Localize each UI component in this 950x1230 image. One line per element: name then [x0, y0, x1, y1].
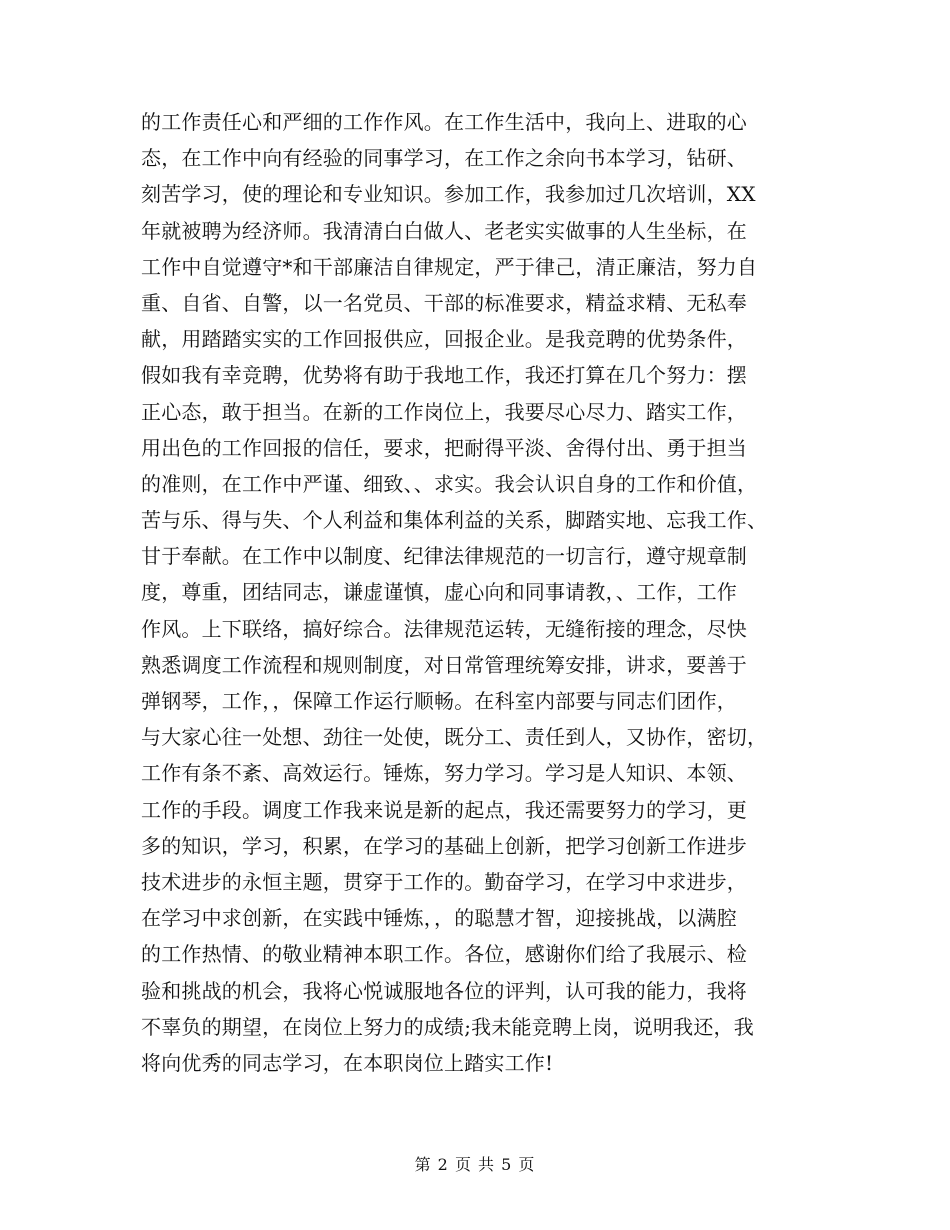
text-line: 的工作热情、的敬业精神本职工作。各位，感谢你们给了我展示、检 [141, 942, 747, 967]
text-line: 工作的手段。调度工作我来说是新的起点，我还需要努力的学习，更 [141, 797, 747, 822]
text-line: 献，用踏踏实实的工作回报供应，回报企业。是我竞聘的优势条件， [141, 327, 747, 352]
text-line: 甘于奉献。在工作中以制度、纪律法律规范的一切言行，遵守规章制 [141, 544, 747, 569]
text-line: 重、自省、自警，以一名党员、干部的标准要求，精益求精、无私奉 [141, 290, 747, 315]
body-text [141, 104, 821, 1081]
text-line: 不辜负的期望，在岗位上努力的成绩;我未能竞聘上岗，说明我还，我 [141, 1014, 754, 1039]
text-line: 刻苦学习，使的理论和专业知识。参加工作，我参加过几次培训，XX [141, 182, 756, 207]
text-line: 技术进步的永恒主题，贯穿于工作的。勤奋学习，在学习中求进步， [141, 869, 747, 894]
text-line: 将向优秀的同志学习，在本职岗位上踏实工作! [141, 1050, 554, 1075]
text-line: 熟悉调度工作流程和规则制度，对日常管理统筹安排，讲求，要善于 [141, 652, 747, 677]
text-line: 用出色的工作回报的信任，要求，把耐得平淡、舍得付出、勇于担当 [141, 435, 747, 460]
text-line: 的准则，在工作中严谨、细致、、求实。我会认识自身的工作和价值， [141, 471, 758, 496]
text-line: 正心态，敢于担当。在新的工作岗位上，我要尽心尽力、踏实工作， [141, 399, 747, 424]
text-line: 工作有条不紊、高效运行。锤炼，努力学习。学习是人知识、本领、 [141, 761, 747, 786]
text-line: 在学习中求创新，在实践中锤炼，，的聪慧才智，迎接挑战，以满腔 [141, 906, 737, 931]
text-line: 多的知识，学习，积累，在学习的基础上创新，把学习创新工作进步 [141, 833, 747, 858]
text-line: 弹钢琴，工作，，保障工作运行顺畅。在科室内部要与同志们团作， [141, 689, 737, 713]
text-line: 度，尊重，团结同志，谦虚谨慎，虚心向和同事请教，、工作，工作 [141, 580, 737, 605]
text-line: 苦与乐、得与失、个人利益和集体利益的关系，脚踏实地、忘我工作、 [141, 508, 768, 533]
text-line: 假如我有幸竞聘，优势将有助于我地工作，我还打算在几个努力：摆 [141, 363, 747, 388]
text-line: 的工作责任心和严细的工作作风。在工作生活中，我向上、进取的心 [141, 110, 747, 134]
text-line: 验和挑战的机会，我将心悦诚服地各位的评判，认可我的能力，我将 [141, 978, 747, 1003]
text-line: 态，在工作中向有经验的同事学习，在工作之余向书本学习，钻研、 [141, 146, 747, 171]
text-line: 作风。上下联络，搞好综合。法律规范运转，无缝衔接的理念，尽快 [141, 616, 747, 641]
text-line: 工作中自觉遵守*和干部廉洁自律规定，严于律己，清正廉洁，努力自 [141, 254, 758, 279]
text-line: 年就被聘为经济师。我清清白白做人、老老实实做事的人生坐标，在 [141, 218, 747, 243]
text-line: 与大家心往一处想、劲往一处使，既分工、责任到人，又协作，密切， [141, 725, 768, 750]
page-number-footer: 第 2 页 共 5 页 [414, 1155, 536, 1174]
